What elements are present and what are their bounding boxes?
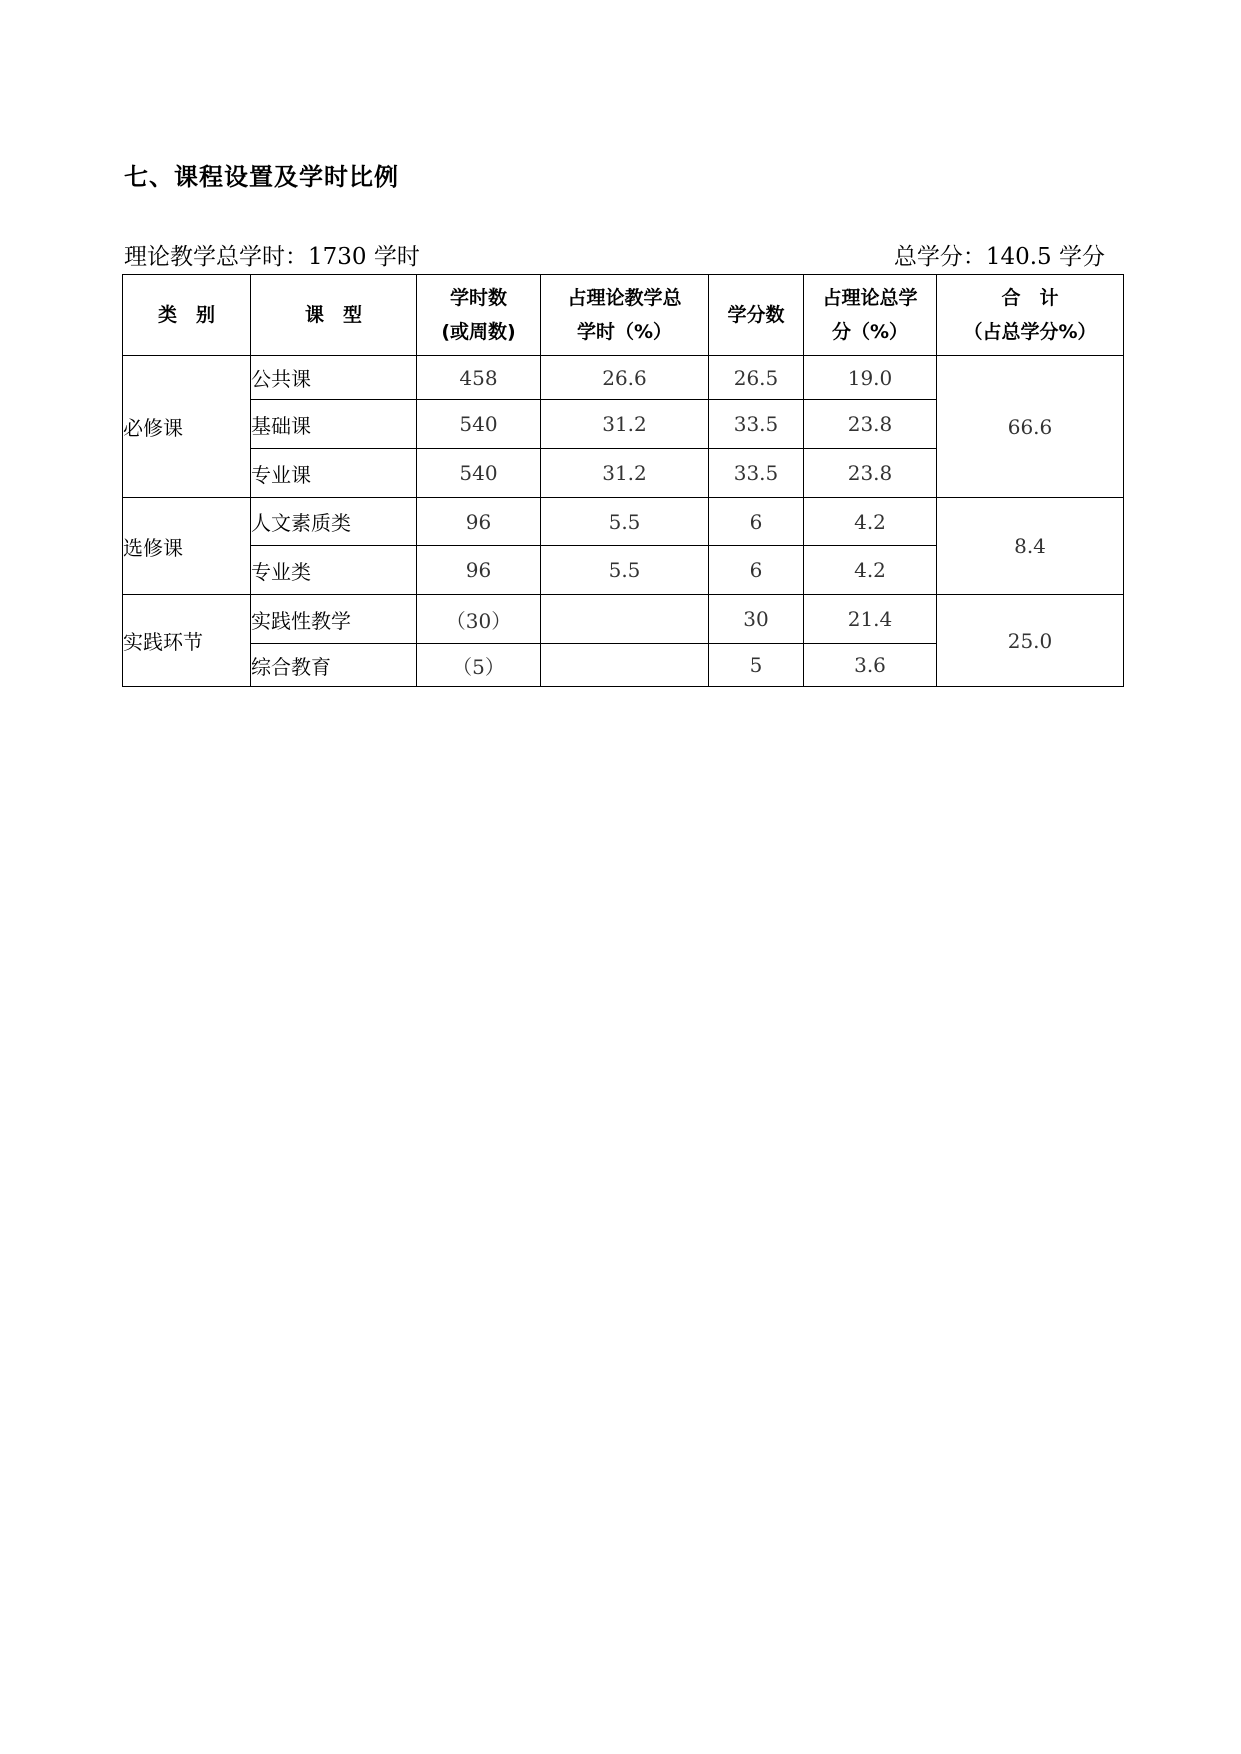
section-title: 七、课程设置及学时比例 xyxy=(124,163,399,191)
hours-percent-cell xyxy=(541,595,709,644)
table-row xyxy=(123,498,1124,546)
total-credits-summary: 总学分：140.5 学分 xyxy=(893,244,1105,270)
total-cell: 8.4 xyxy=(937,498,1124,595)
credits-cell: 26.5 xyxy=(709,356,804,400)
credits-percent-cell: 23.8 xyxy=(804,400,937,449)
category-cell: 选修课 xyxy=(123,498,251,595)
type-cell: 人文素质类 xyxy=(251,498,417,546)
category-cell: 必修课 xyxy=(123,356,251,498)
header-category: 类 别 xyxy=(123,275,251,356)
credits-cell: 5 xyxy=(709,644,804,687)
total-cell: 25.0 xyxy=(937,595,1124,687)
hours-percent-cell: 5.5 xyxy=(541,546,709,595)
hours-cell: 96 xyxy=(417,498,541,546)
credits-cell: 6 xyxy=(709,546,804,595)
credits-percent-cell: 21.4 xyxy=(804,595,937,644)
hours-cell: （30） xyxy=(417,595,541,644)
credits-percent-cell: 23.8 xyxy=(804,449,937,498)
table-header-row xyxy=(123,275,1124,356)
hours-cell: （5） xyxy=(417,644,541,687)
header-hours-percent: 占理论教学总 学时（%） xyxy=(541,275,709,356)
table-row xyxy=(123,595,1124,644)
hours-percent-cell xyxy=(541,644,709,687)
type-cell: 公共课 xyxy=(251,356,417,400)
hours-cell: 96 xyxy=(417,546,541,595)
credits-percent-cell: 19.0 xyxy=(804,356,937,400)
hours-cell: 540 xyxy=(417,449,541,498)
credits-cell: 30 xyxy=(709,595,804,644)
course-hours-table xyxy=(122,274,1124,687)
credits-percent-cell: 3.6 xyxy=(804,644,937,687)
hours-percent-cell: 5.5 xyxy=(541,498,709,546)
hours-percent-cell: 31.2 xyxy=(541,449,709,498)
credits-cell: 6 xyxy=(709,498,804,546)
type-cell: 专业课 xyxy=(251,449,417,498)
credits-cell: 33.5 xyxy=(709,449,804,498)
type-cell: 实践性教学 xyxy=(251,595,417,644)
type-cell: 专业类 xyxy=(251,546,417,595)
credits-cell: 33.5 xyxy=(709,400,804,449)
type-cell: 综合教育 xyxy=(251,644,417,687)
category-cell: 实践环节 xyxy=(123,595,251,687)
credits-percent-cell: 4.2 xyxy=(804,498,937,546)
table-row xyxy=(123,356,1124,400)
header-hours: 学时数 (或周数) xyxy=(417,275,541,356)
hours-cell: 458 xyxy=(417,356,541,400)
header-type: 课 型 xyxy=(251,275,417,356)
header-credits: 学分数 xyxy=(709,275,804,356)
hours-percent-cell: 26.6 xyxy=(541,356,709,400)
theory-hours-summary: 理论教学总学时：1730 学时 xyxy=(124,244,420,270)
credits-percent-cell: 4.2 xyxy=(804,546,937,595)
type-cell: 基础课 xyxy=(251,400,417,449)
hours-percent-cell: 31.2 xyxy=(541,400,709,449)
header-credits-percent: 占理论总学 分（%） xyxy=(804,275,937,356)
hours-cell: 540 xyxy=(417,400,541,449)
total-cell: 66.6 xyxy=(937,356,1124,498)
header-total: 合 计 （占总学分%） xyxy=(937,275,1124,356)
